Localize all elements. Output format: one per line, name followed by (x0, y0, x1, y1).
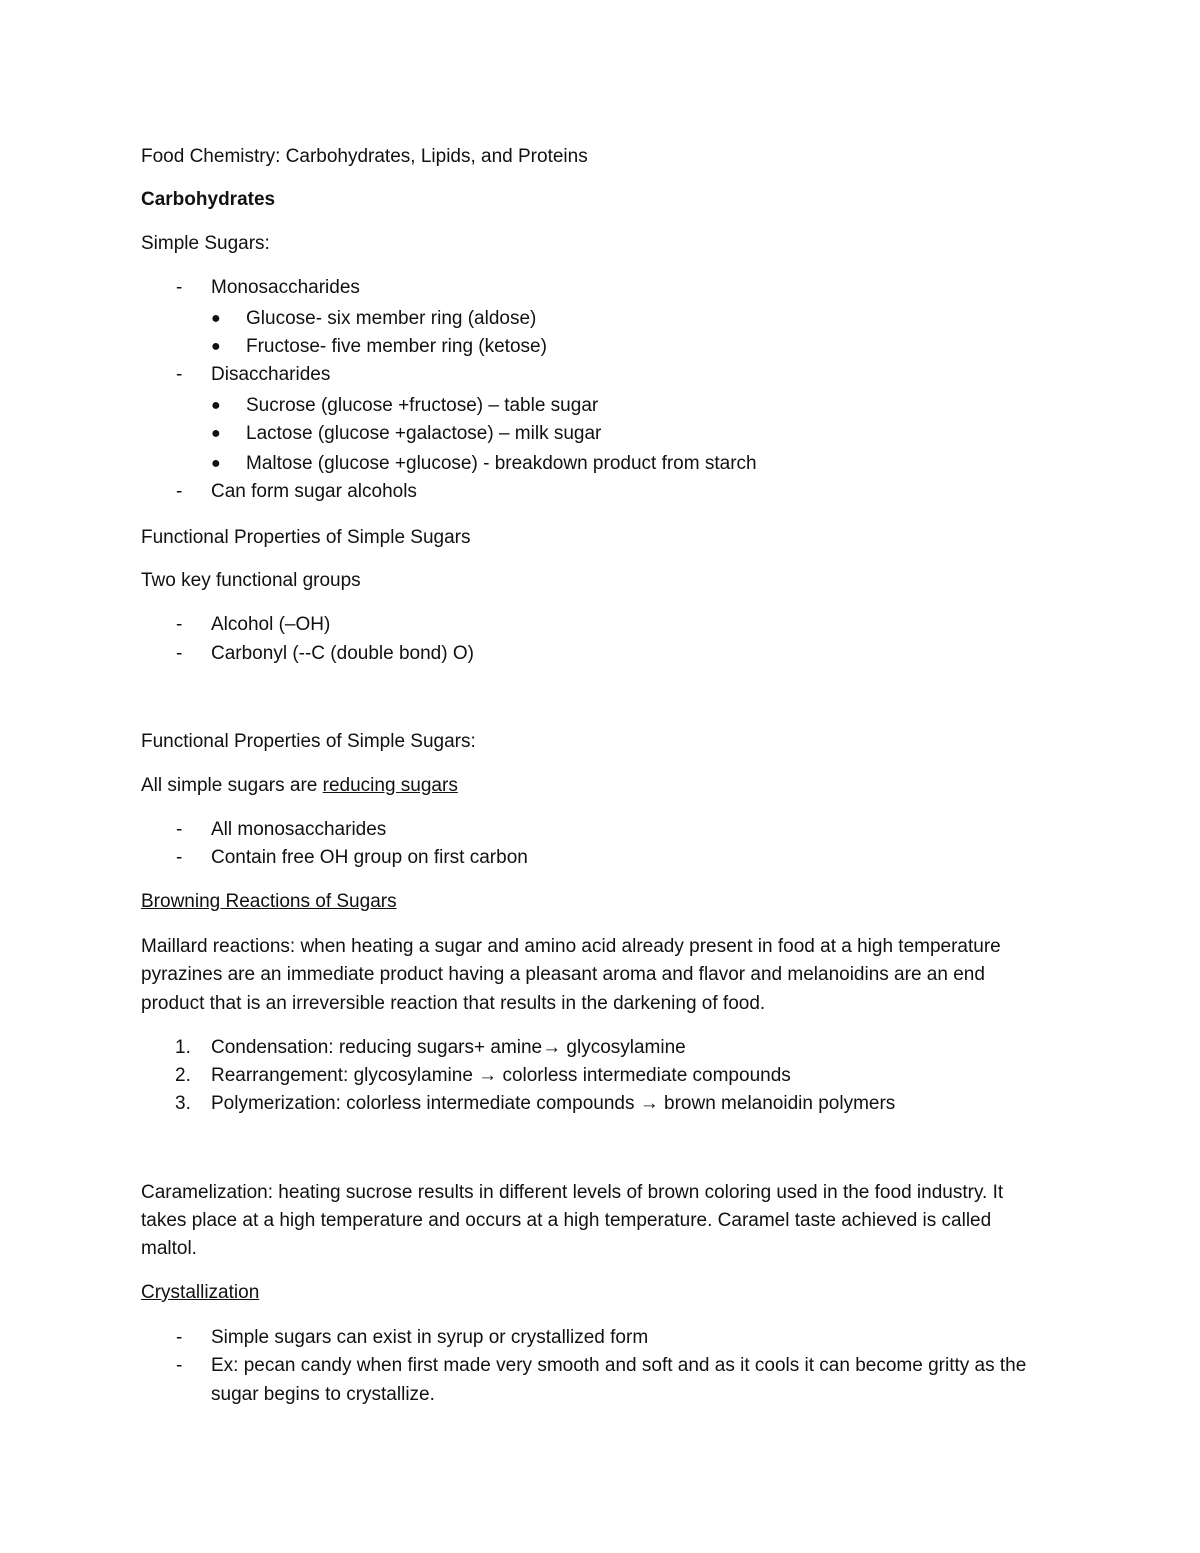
step-condensation: Condensation: reducing sugars+ amine→ glycosylamine (211, 1037, 686, 1058)
step-rearrangement: Rearrangement: glycosylamine → colorless intermediate compounds (211, 1065, 791, 1086)
list-item-sugar-alcohols: Can form sugar alcohols (211, 481, 417, 502)
bullet-icon: ● (211, 338, 221, 355)
paragraph-maillard-line-2: pyrazines are an immediate product having a pleasant aroma and flavor and melanoidins are an end (141, 964, 985, 985)
paragraph-caramelization-line-2: takes place at a high temperature and occurs at a high temperature. Caramel taste achieved is called (141, 1210, 992, 1231)
list-item-disaccharides: Disaccharides (211, 364, 331, 385)
paragraph-caramelization-line-1: Caramelization: heating sucrose results in different levels of brown coloring used in the food industry. It (141, 1182, 1004, 1203)
list-item-carbonyl: Carbonyl (--C (double bond) O) (211, 643, 474, 664)
list-item-sucrose: Sucrose (glucose +fructose) – table sugar (246, 395, 599, 416)
heading-browning-reactions: Browning Reactions of Sugars (141, 891, 397, 912)
list-dash: - (176, 643, 183, 664)
heading-functional-properties: Functional Properties of Simple Sugars (141, 527, 471, 548)
list-dash: - (176, 1355, 183, 1376)
list-dash: - (176, 481, 183, 502)
list-item-pecan-candy-line-2: sugar begins to crystallize. (211, 1384, 435, 1405)
step-number: 2. (175, 1065, 191, 1086)
list-item-pecan-candy-line-1: Ex: pecan candy when first made very smooth and soft and as it cools it can become gritty as the (211, 1355, 1027, 1376)
list-dash: - (176, 1327, 183, 1348)
page-title: Food Chemistry: Carbohydrates, Lipids, and Proteins (141, 146, 588, 167)
list-dash: - (176, 847, 183, 868)
step-number: 3. (175, 1093, 191, 1114)
paragraph-maillard-line-3: product that is an irreversible reaction that results in the darkening of food. (141, 993, 766, 1014)
list-item-lactose: Lactose (glucose +galactose) – milk sugar (246, 423, 602, 444)
list-dash: - (176, 819, 183, 840)
list-item-monosaccharides: Monosaccharides (211, 277, 360, 298)
list-item-all-monosaccharides: All monosaccharides (211, 819, 387, 840)
list-dash: - (176, 364, 183, 385)
list-item-maltose: Maltose (glucose +glucose) - breakdown product from starch (246, 453, 757, 474)
list-item-syrup-crystallized: Simple sugars can exist in syrup or crystallized form (211, 1327, 649, 1348)
term-reducing-sugars: reducing sugars (322, 775, 458, 796)
text-reducing-prefix: All simple sugars are (141, 775, 323, 796)
text-reducing-sugars (141, 774, 458, 798)
section-heading-carbohydrates: Carbohydrates (141, 189, 276, 210)
list-dash: - (176, 614, 183, 635)
bullet-icon: ● (211, 425, 221, 442)
subheading-simple-sugars: Simple Sugars: (141, 233, 270, 254)
list-item-fructose: Fructose- five member ring (ketose) (246, 336, 547, 357)
heading-crystallization: Crystallization (141, 1282, 260, 1303)
text-two-key-groups: Two key functional groups (141, 570, 361, 591)
list-item-glucose: Glucose- six member ring (aldose) (246, 308, 537, 329)
paragraph-caramelization-line-3: maltol. (141, 1238, 197, 1259)
step-polymerization: Polymerization: colorless intermediate compounds → brown melanoidin polymers (211, 1093, 896, 1114)
heading-functional-properties-2: Functional Properties of Simple Sugars: (141, 731, 476, 752)
list-dash: - (176, 277, 183, 298)
bullet-icon: ● (211, 455, 221, 472)
list-item-alcohol: Alcohol (–OH) (211, 614, 331, 635)
step-number: 1. (175, 1037, 191, 1058)
list-item-free-oh: Contain free OH group on first carbon (211, 847, 528, 868)
paragraph-maillard-line-1: Maillard reactions: when heating a sugar and amino acid already present in food at a high temperature (141, 936, 1001, 957)
bullet-icon: ● (211, 310, 221, 327)
bullet-icon: ● (211, 397, 221, 414)
